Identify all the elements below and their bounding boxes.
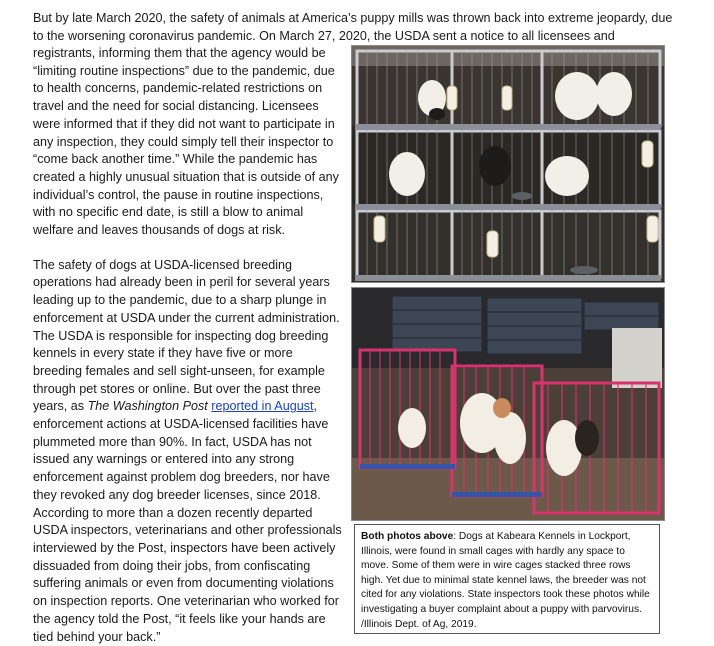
intro-paragraph	[33, 9, 683, 45]
paragraph-inspections: registrants, informing them that the agency would be “limiting routine inspections” due to the pandemic, due to health concerns, pandemic-related restrictions on travel and the need for social distancing. Licensees were informed that if they did not want to participate in any inspection, they could simply tell their inspector to “come back another time.” While the pandemic has created a highly unusual situation that is outside of any individual’s control, the pause in routine inspections, with no specific end date, is still a blow to animal welfare and leaves thousands of dogs at risk.	[33, 46, 339, 238]
stacked-cages-illustration	[352, 46, 664, 282]
intro-text: But by late March 2020, the safety of animals at America’s puppy mills was thrown back into extreme jeopardy, due to the worsening coronavirus pandemic. On March 27, 2020, the USDA sent a notice to all licensees and	[33, 11, 673, 43]
publication-name: The Washington Post	[87, 399, 208, 414]
reported-in-august-link[interactable]: reported in August	[211, 399, 314, 414]
photo-pink-cages	[351, 287, 665, 521]
paragraph-enforcement-part1: The safety of dogs at USDA-licensed breeding operations had already been in peril for several years leading up to the pandemic, due to a sharp plunge in enforcement at USDA under the current administration. The USDA is responsible for inspecting dog breeding kennels in every state if they have five or more breeding females and sell sight-unseen, for example through pet stores or online. But over the past three years, as	[33, 257, 340, 414]
paragraph-enforcement	[33, 257, 343, 646]
caption-lead: Both photos above	[361, 531, 454, 542]
left-column	[33, 45, 343, 646]
photo-caption	[354, 524, 660, 634]
pink-cages-illustration	[352, 288, 664, 520]
photo-stacked-wire-cages	[351, 45, 665, 283]
paragraph-enforcement-part2: , enforcement actions at USDA-licensed facilities have plummeted more than 90%. In fact, USDA has not issued any warnings or entered into any strong enforcement against problem dog breeders, nor have they revoked any dog breeder licenses, since 2018. According to more than a dozen recently departed USDA inspectors, veterinarians and other professionals interviewed by the Post, inspectors have been actively dissuaded from doing their jobs, from confiscating suffering animals or even from documenting violations on inspection reports. One veterinarian who worked for the agency told the Post, “it feels like your hands are tied behind your back.”	[33, 399, 342, 644]
caption-body: : Dogs at Kabeara Kennels in Lockport, Illinois, were found in small cages with hardly any space to move. Some of them were in wire cages stacked three rows high. Yet due to minimal state kennel laws, the breeder was not cited for any violations. State inspectors took these photos while investigating a buyer complaint about a puppy with parvovirus. /Illinois Dept. of Ag, 2019.	[361, 531, 650, 630]
